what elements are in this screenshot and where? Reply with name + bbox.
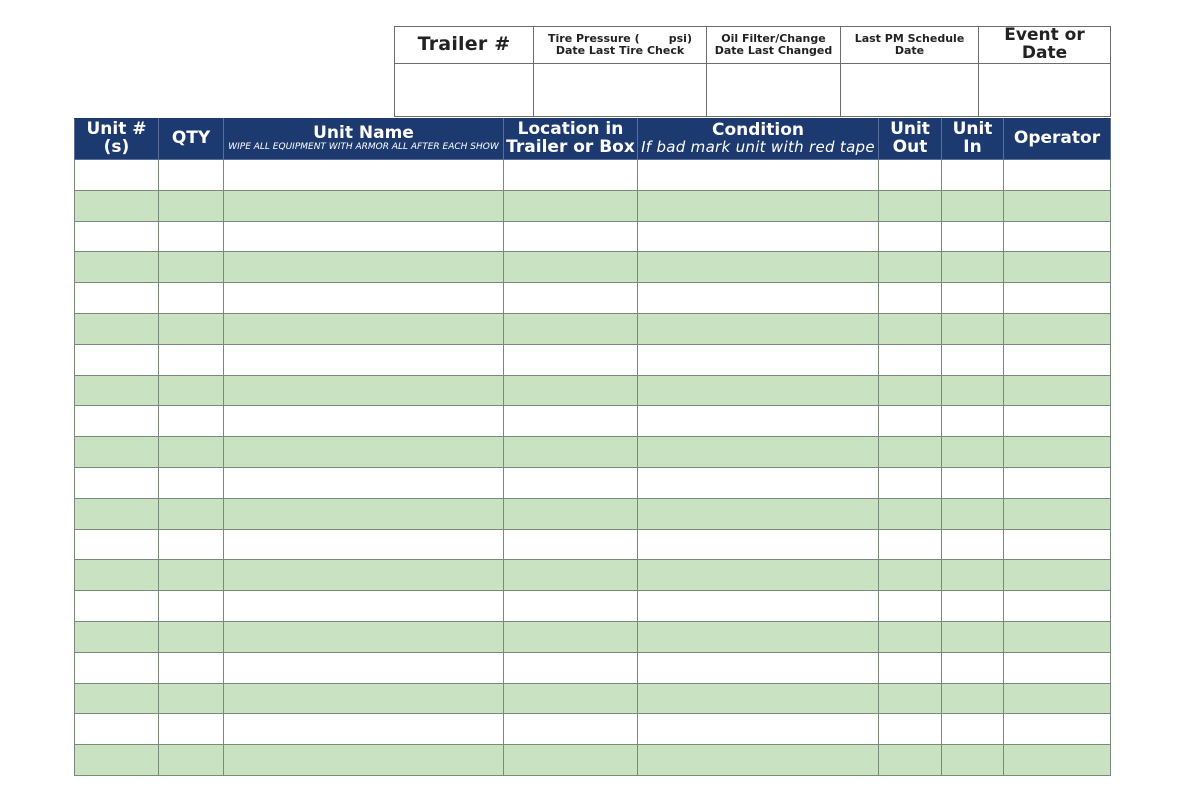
qty-cell[interactable] (159, 437, 224, 468)
location-cell[interactable] (504, 283, 638, 314)
unit-cell[interactable] (75, 406, 159, 437)
unit-out-cell[interactable] (879, 683, 942, 714)
inventory-table (74, 118, 1111, 776)
unit-out-cell[interactable] (879, 652, 942, 683)
unit-cell[interactable] (75, 529, 159, 560)
unit-name-cell[interactable] (224, 344, 504, 375)
table-row (75, 560, 1111, 591)
qty-cell[interactable] (159, 652, 224, 683)
operator-cell[interactable] (1004, 652, 1111, 683)
unit-in-cell[interactable] (942, 591, 1004, 622)
condition-cell[interactable] (638, 252, 879, 283)
unit-name-cell[interactable] (224, 560, 504, 591)
unit-out-cell[interactable] (879, 467, 942, 498)
unit-out-cell[interactable] (879, 252, 942, 283)
qty-cell[interactable] (159, 160, 224, 191)
unit-out-cell[interactable] (879, 221, 942, 252)
table-row (75, 375, 1111, 406)
qty-cell[interactable] (159, 683, 224, 714)
unit-in-cell[interactable] (942, 714, 1004, 745)
unit-name-cell[interactable] (224, 221, 504, 252)
location-cell[interactable] (504, 745, 638, 776)
qty-cell[interactable] (159, 406, 224, 437)
unit-in-cell[interactable] (942, 160, 1004, 191)
unit-out-cell[interactable] (879, 375, 942, 406)
operator-cell[interactable] (1004, 467, 1111, 498)
location-cell[interactable] (504, 160, 638, 191)
unit-in-cell[interactable] (942, 745, 1004, 776)
inventory-table-body (75, 160, 1111, 776)
condition-cell[interactable] (638, 313, 879, 344)
operator-cell[interactable] (1004, 313, 1111, 344)
col-condition-label: Condition (712, 120, 804, 141)
col-unit-in-line2: In (963, 137, 982, 157)
qty-cell[interactable] (159, 745, 224, 776)
table-row (75, 745, 1111, 776)
unit-name-cell[interactable] (224, 498, 504, 529)
unit-in-cell[interactable] (942, 344, 1004, 375)
condition-cell[interactable] (638, 591, 879, 622)
unit-cell[interactable] (75, 375, 159, 406)
location-cell[interactable] (504, 375, 638, 406)
trailer-number-label: Trailer # (417, 32, 511, 55)
unit-name-cell[interactable] (224, 591, 504, 622)
unit-in-cell[interactable] (942, 221, 1004, 252)
table-row (75, 591, 1111, 622)
last-pm-label: Last PM Schedule (854, 32, 965, 46)
col-unit-in-line1: Unit (952, 119, 993, 140)
event-date-label: Event or Date (1004, 25, 1085, 63)
condition-cell[interactable] (638, 344, 879, 375)
qty-cell[interactable] (159, 252, 224, 283)
operator-cell[interactable] (1004, 745, 1111, 776)
unit-cell[interactable] (75, 190, 159, 221)
unit-name-cell[interactable] (224, 652, 504, 683)
table-row (75, 683, 1111, 714)
unit-in-cell[interactable] (942, 283, 1004, 314)
unit-name-cell[interactable] (224, 190, 504, 221)
col-location-header (504, 119, 638, 160)
unit-in-cell[interactable] (942, 652, 1004, 683)
unit-name-cell[interactable] (224, 406, 504, 437)
unit-name-cell[interactable] (224, 160, 504, 191)
location-cell[interactable] (504, 406, 638, 437)
col-location-line1: Location in (517, 119, 624, 140)
condition-cell[interactable] (638, 714, 879, 745)
table-row (75, 406, 1111, 437)
location-cell[interactable] (504, 652, 638, 683)
operator-cell[interactable] (1004, 344, 1111, 375)
oil-filter-field[interactable] (707, 63, 841, 116)
table-row (75, 160, 1111, 191)
unit-in-cell[interactable] (942, 467, 1004, 498)
condition-cell[interactable] (638, 221, 879, 252)
unit-name-cell[interactable] (224, 313, 504, 344)
unit-cell[interactable] (75, 560, 159, 591)
event-date-field[interactable] (979, 63, 1111, 116)
location-cell[interactable] (504, 621, 638, 652)
col-location-line2: Trailer or Box (506, 137, 635, 157)
unit-name-cell[interactable] (224, 437, 504, 468)
operator-cell[interactable] (1004, 683, 1111, 714)
unit-name-cell[interactable] (224, 714, 504, 745)
table-row (75, 437, 1111, 468)
unit-cell[interactable] (75, 467, 159, 498)
operator-cell[interactable] (1004, 591, 1111, 622)
unit-cell[interactable] (75, 714, 159, 745)
operator-cell[interactable] (1004, 283, 1111, 314)
operator-cell[interactable] (1004, 714, 1111, 745)
condition-cell[interactable] (638, 652, 879, 683)
unit-in-cell[interactable] (942, 437, 1004, 468)
col-condition-header (638, 119, 879, 160)
unit-cell[interactable] (75, 683, 159, 714)
qty-cell[interactable] (159, 190, 224, 221)
condition-cell[interactable] (638, 498, 879, 529)
trailer-number-field[interactable] (395, 63, 534, 116)
condition-cell[interactable] (638, 283, 879, 314)
unit-cell[interactable] (75, 160, 159, 191)
col-operator-header (1004, 119, 1111, 160)
table-row (75, 467, 1111, 498)
col-unit-in-header (942, 119, 1004, 160)
unit-out-cell[interactable] (879, 560, 942, 591)
location-cell[interactable] (504, 313, 638, 344)
location-cell[interactable] (504, 190, 638, 221)
location-cell[interactable] (504, 467, 638, 498)
tire-pressure-field[interactable] (534, 63, 707, 116)
unit-in-cell[interactable] (942, 406, 1004, 437)
unit-out-cell[interactable] (879, 406, 942, 437)
unit-name-cell[interactable] (224, 467, 504, 498)
table-row (75, 498, 1111, 529)
qty-cell[interactable] (159, 714, 224, 745)
unit-cell[interactable] (75, 745, 159, 776)
table-row (75, 252, 1111, 283)
condition-cell[interactable] (638, 621, 879, 652)
operator-cell[interactable] (1004, 406, 1111, 437)
table-row (75, 621, 1111, 652)
oil-filter-header (707, 27, 841, 64)
col-condition-note: If bad mark unit with red tape (641, 138, 875, 157)
unit-cell[interactable] (75, 437, 159, 468)
unit-out-cell[interactable] (879, 190, 942, 221)
table-row (75, 344, 1111, 375)
tire-pressure-sub: Date Last Tire Check (555, 43, 685, 57)
location-cell[interactable] (504, 221, 638, 252)
col-unit-name-header (224, 119, 504, 160)
qty-cell[interactable] (159, 498, 224, 529)
operator-cell[interactable] (1004, 529, 1111, 560)
table-row (75, 221, 1111, 252)
col-unit-label: Unit #(s) (86, 119, 147, 157)
unit-out-cell[interactable] (879, 160, 942, 191)
condition-cell[interactable] (638, 683, 879, 714)
unit-in-cell[interactable] (942, 190, 1004, 221)
condition-cell[interactable] (638, 467, 879, 498)
unit-out-cell[interactable] (879, 714, 942, 745)
unit-cell[interactable] (75, 344, 159, 375)
condition-cell[interactable] (638, 529, 879, 560)
unit-cell[interactable] (75, 652, 159, 683)
operator-cell[interactable] (1004, 160, 1111, 191)
operator-cell[interactable] (1004, 498, 1111, 529)
unit-in-cell[interactable] (942, 683, 1004, 714)
col-unit-name-label: Unit Name (313, 123, 414, 144)
unit-in-cell[interactable] (942, 560, 1004, 591)
condition-cell[interactable] (638, 160, 879, 191)
oil-filter-label: Oil Filter/Change (721, 32, 826, 46)
table-row (75, 313, 1111, 344)
operator-cell[interactable] (1004, 560, 1111, 591)
unit-out-cell[interactable] (879, 621, 942, 652)
unit-in-cell[interactable] (942, 498, 1004, 529)
unit-out-cell[interactable] (879, 745, 942, 776)
unit-name-cell[interactable] (224, 745, 504, 776)
operator-cell[interactable] (1004, 375, 1111, 406)
unit-name-cell[interactable] (224, 529, 504, 560)
col-unit-header (75, 119, 159, 160)
unit-out-cell[interactable] (879, 313, 942, 344)
qty-cell[interactable] (159, 621, 224, 652)
location-cell[interactable] (504, 252, 638, 283)
unit-in-cell[interactable] (942, 375, 1004, 406)
unit-name-cell[interactable] (224, 283, 504, 314)
col-operator-label: Operator (1013, 128, 1101, 149)
unit-name-cell[interactable] (224, 375, 504, 406)
unit-cell[interactable] (75, 313, 159, 344)
tire-pressure-label: Tire Pressure ( (548, 32, 640, 46)
operator-cell[interactable] (1004, 252, 1111, 283)
table-row (75, 190, 1111, 221)
unit-cell[interactable] (75, 498, 159, 529)
operator-cell[interactable] (1004, 437, 1111, 468)
trailer-info-table (394, 26, 1111, 117)
condition-cell[interactable] (638, 437, 879, 468)
unit-cell[interactable] (75, 621, 159, 652)
qty-cell[interactable] (159, 467, 224, 498)
condition-cell[interactable] (638, 560, 879, 591)
unit-out-cell[interactable] (879, 529, 942, 560)
location-cell[interactable] (504, 529, 638, 560)
trailer-number-header (395, 27, 534, 64)
col-unit-out-header (879, 119, 942, 160)
location-cell[interactable] (504, 591, 638, 622)
operator-cell[interactable] (1004, 190, 1111, 221)
qty-cell[interactable] (159, 529, 224, 560)
qty-cell[interactable] (159, 591, 224, 622)
unit-out-cell[interactable] (879, 498, 942, 529)
unit-out-cell[interactable] (879, 591, 942, 622)
unit-in-cell[interactable] (942, 313, 1004, 344)
operator-cell[interactable] (1004, 621, 1111, 652)
col-unit-out-line2: Out (892, 137, 928, 157)
location-cell[interactable] (504, 683, 638, 714)
col-unit-out-line1: Unit (890, 119, 930, 140)
qty-cell[interactable] (159, 560, 224, 591)
operator-cell[interactable] (1004, 221, 1111, 252)
unit-name-cell[interactable] (224, 621, 504, 652)
qty-cell[interactable] (159, 221, 224, 252)
unit-out-cell[interactable] (879, 437, 942, 468)
qty-cell[interactable] (159, 344, 224, 375)
qty-cell[interactable] (159, 313, 224, 344)
condition-cell[interactable] (638, 406, 879, 437)
event-date-header (979, 27, 1111, 64)
col-unit-name-note: WIPE ALL EQUIPMENT WITH ARMOR ALL AFTER EACH SHOW (228, 142, 499, 153)
unit-in-cell[interactable] (942, 529, 1004, 560)
table-row (75, 283, 1111, 314)
unit-out-cell[interactable] (879, 344, 942, 375)
location-cell[interactable] (504, 560, 638, 591)
unit-out-cell[interactable] (879, 283, 942, 314)
unit-cell[interactable] (75, 252, 159, 283)
col-qty-header (159, 119, 224, 160)
last-pm-header (841, 27, 979, 64)
qty-cell[interactable] (159, 375, 224, 406)
qty-cell[interactable] (159, 283, 224, 314)
unit-cell[interactable] (75, 283, 159, 314)
table-row (75, 529, 1111, 560)
unit-name-cell[interactable] (224, 252, 504, 283)
condition-cell[interactable] (638, 375, 879, 406)
condition-cell[interactable] (638, 745, 879, 776)
oil-filter-sub: Date Last Changed (714, 43, 833, 57)
col-qty-label: QTY (171, 128, 211, 149)
tire-pressure-header (534, 27, 707, 64)
location-cell[interactable] (504, 437, 638, 468)
table-header-row (75, 119, 1111, 160)
condition-cell[interactable] (638, 190, 879, 221)
unit-in-cell[interactable] (942, 621, 1004, 652)
location-cell[interactable] (504, 498, 638, 529)
unit-name-cell[interactable] (224, 683, 504, 714)
table-row (75, 714, 1111, 745)
unit-in-cell[interactable] (942, 252, 1004, 283)
last-pm-field[interactable] (841, 63, 979, 116)
unit-cell[interactable] (75, 591, 159, 622)
unit-cell[interactable] (75, 221, 159, 252)
location-cell[interactable] (504, 714, 638, 745)
tire-pressure-unit: psi) (668, 32, 692, 46)
table-row (75, 652, 1111, 683)
last-pm-sub: Date (894, 43, 925, 57)
location-cell[interactable] (504, 344, 638, 375)
